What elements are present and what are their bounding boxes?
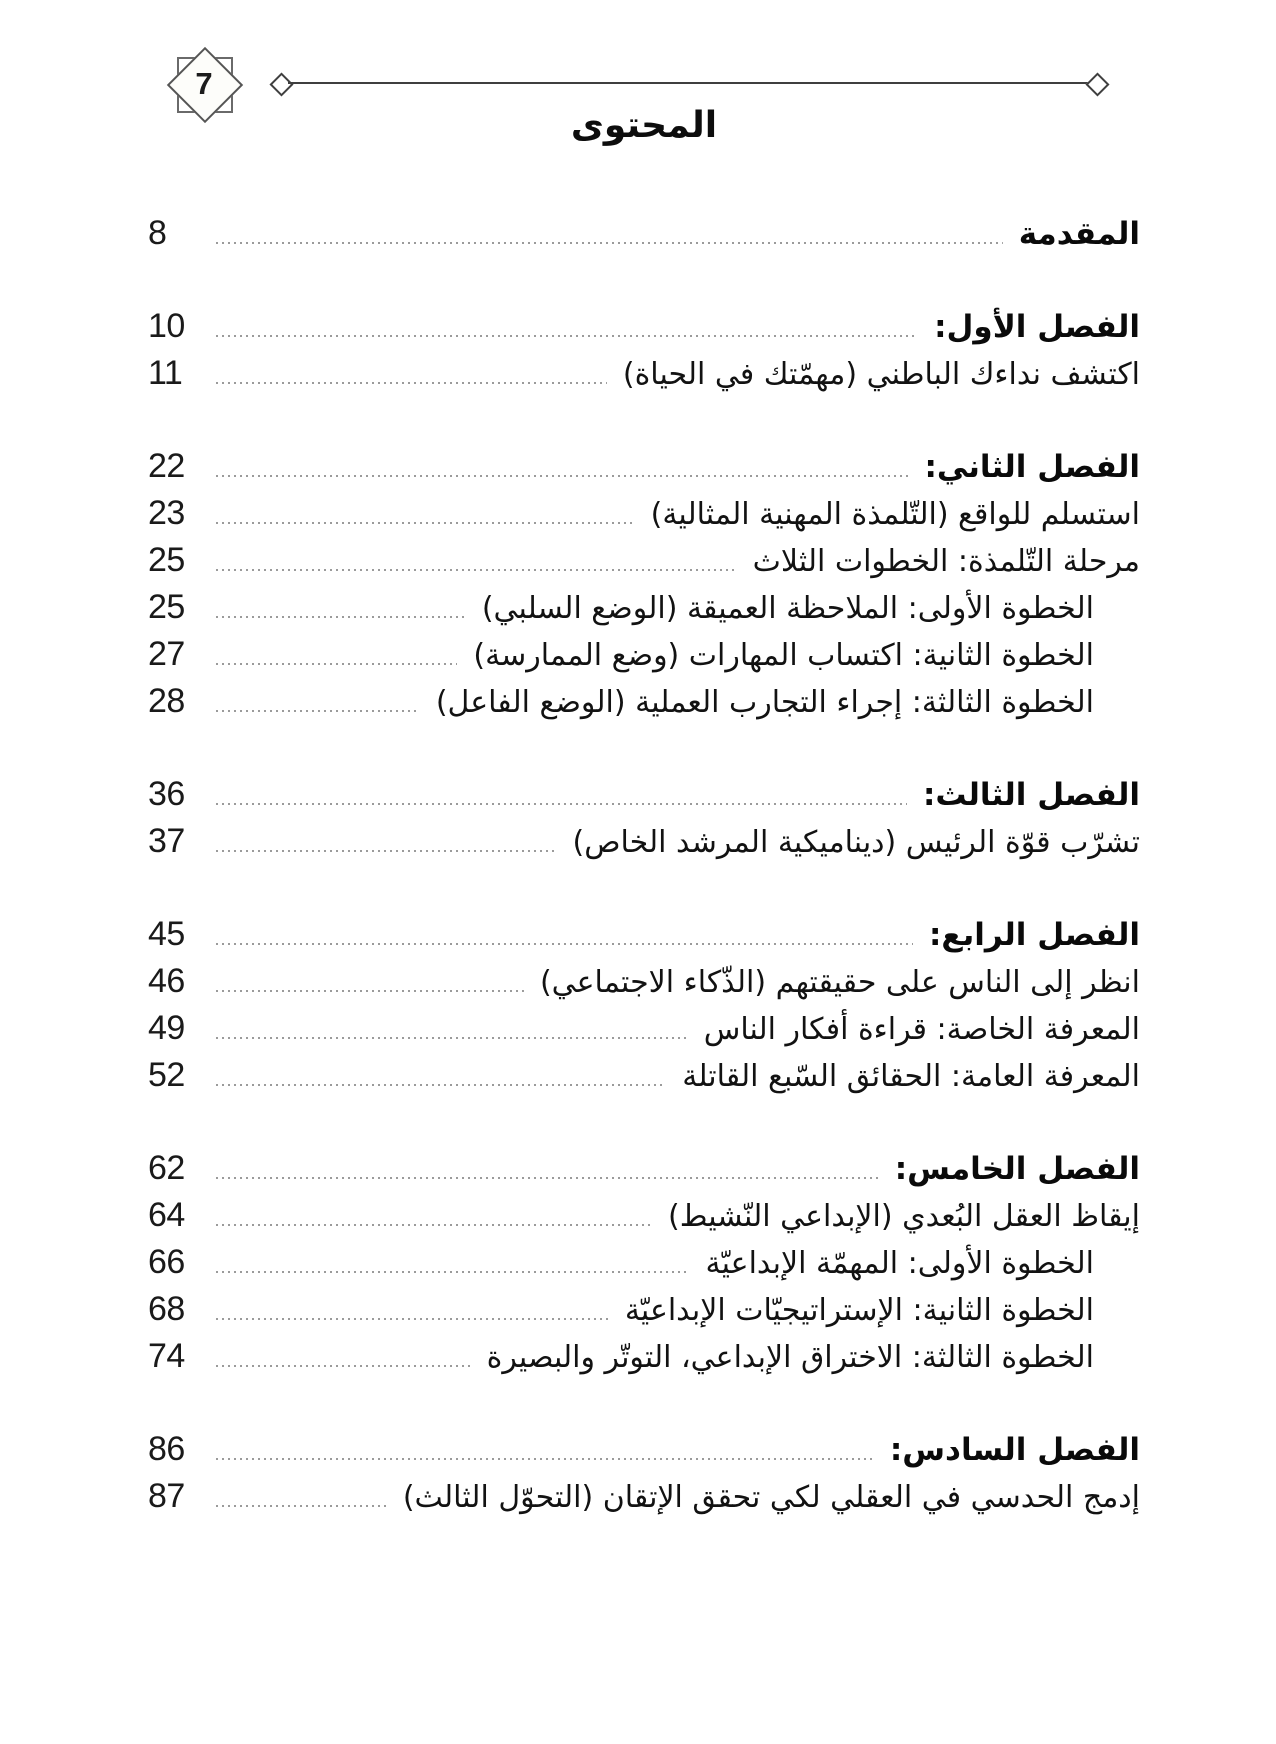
- rule-diamond-right-icon: [1085, 72, 1109, 96]
- toc-row: [148, 1337, 1140, 1384]
- toc-entry-label: الفصل الثاني:: [924, 449, 1140, 485]
- toc-entry-label: الخطوة الثالثة: إجراء التجارب العملية (الوضع الفاعل): [435, 685, 1094, 720]
- toc-leader-dots: [216, 1224, 652, 1226]
- toc-leader-dots: [216, 850, 557, 852]
- toc-entry-label: إيقاظ العقل البُعدي (الإبداعي النّشيط): [668, 1199, 1140, 1234]
- toc-row: [148, 1009, 1140, 1056]
- toc-entry-label: المعرفة العامة: الحقائق السّبع القاتلة: [682, 1059, 1140, 1094]
- rule-diamond-left-icon: [269, 72, 293, 96]
- toc-group: [148, 1149, 1140, 1384]
- toc-page-number: 11: [148, 354, 183, 392]
- toc-entry-label: الفصل السادس:: [889, 1432, 1140, 1468]
- toc-group: [148, 915, 1140, 1103]
- toc-leader-dots: [216, 1037, 688, 1039]
- toc-leader-dots: [216, 1458, 874, 1460]
- toc-page-number: 74: [148, 1337, 185, 1375]
- toc-entry-label: إدمج الحدسي في العقلي لكي تحقق الإتقان (التحوّل الثالث): [402, 1480, 1140, 1515]
- toc-page-number: 36: [148, 775, 185, 813]
- toc-entry-label: الفصل الثالث:: [923, 777, 1140, 813]
- toc-page-number: 28: [148, 682, 185, 720]
- toc-page-number: 46: [148, 962, 185, 1000]
- toc-leader-dots: [216, 710, 420, 712]
- toc-leader-dots: [216, 522, 635, 524]
- toc-row: [148, 1430, 1140, 1477]
- toc-leader-dots: [216, 990, 524, 992]
- toc-group: [148, 775, 1140, 869]
- toc-row: [148, 307, 1140, 354]
- toc-leader-dots: [216, 1365, 471, 1367]
- toc-leader-dots: [216, 1505, 387, 1507]
- toc-group: [148, 447, 1140, 729]
- toc-leader-dots: [216, 475, 908, 477]
- toc-page-number: 87: [148, 1477, 185, 1515]
- toc-row: [148, 1149, 1140, 1196]
- toc-row: [148, 494, 1140, 541]
- toc-row: [148, 214, 1140, 261]
- toc-leader-dots: [216, 803, 907, 805]
- toc-entry-label: المقدمة: [1018, 216, 1140, 252]
- toc-leader-dots: [216, 382, 607, 384]
- toc-leader-dots: [216, 1318, 609, 1320]
- toc-leader-dots: [216, 569, 737, 571]
- toc-page-number: 62: [148, 1149, 185, 1187]
- toc-entry-label: الفصل الرابع:: [929, 917, 1140, 953]
- toc-page-number: 22: [148, 447, 185, 485]
- toc-page-number: 37: [148, 822, 185, 860]
- toc-entry-label: الخطوة الأولى: المهمّة الإبداعيّة: [705, 1246, 1094, 1281]
- toc-entry-label: الفصل الأول:: [934, 309, 1140, 345]
- toc-row: [148, 682, 1140, 729]
- toc-entry-label: الخطوة الثالثة: الاختراق الإبداعي، التوتّر والبصيرة: [486, 1340, 1094, 1375]
- page-number: 7: [195, 66, 213, 101]
- toc-row: [148, 1196, 1140, 1243]
- toc-row: [148, 915, 1140, 962]
- toc-page-number: 10: [148, 307, 185, 345]
- toc-leader-dots: [216, 663, 457, 665]
- toc-leader-dots: [216, 335, 918, 337]
- toc-entry-label: الخطوة الأولى: الملاحظة العميقة (الوضع السلبي): [481, 591, 1094, 626]
- toc-entry-label: انظر إلى الناس على حقيقتهم (الذّكاء الاجتماعي): [539, 965, 1140, 1000]
- toc-page-number: 52: [148, 1056, 185, 1094]
- toc-row: [148, 635, 1140, 682]
- toc-page-number: 45: [148, 915, 185, 953]
- toc-row: [148, 775, 1140, 822]
- toc-entry-label: المعرفة الخاصة: قراءة أفكار الناس: [703, 1012, 1140, 1047]
- toc-row: [148, 822, 1140, 869]
- toc-row: [148, 962, 1140, 1009]
- toc-leader-dots: [216, 1271, 690, 1273]
- toc-page-number: 49: [148, 1009, 185, 1047]
- toc-page-number: 25: [148, 541, 185, 579]
- toc-entry-label: الفصل الخامس:: [894, 1151, 1140, 1187]
- toc-leader-dots: [216, 1177, 879, 1179]
- toc-row: [148, 588, 1140, 635]
- toc-leader-dots: [216, 943, 913, 945]
- toc-page-number: 68: [148, 1290, 185, 1328]
- toc-row: [148, 541, 1140, 588]
- toc: [148, 214, 1140, 1570]
- toc-row: [148, 1477, 1140, 1524]
- page-title: المحتوى: [570, 105, 718, 146]
- toc-group: [148, 214, 1140, 261]
- toc-group: [148, 307, 1140, 401]
- toc-row: [148, 1243, 1140, 1290]
- toc-page-number: 27: [148, 635, 185, 673]
- toc-row: [148, 354, 1140, 401]
- toc-page-number: 64: [148, 1196, 185, 1234]
- toc-entry-label: الخطوة الثانية: الإستراتيجيّات الإبداعيّة: [624, 1293, 1094, 1328]
- toc-entry-label: استسلم للواقع (التّلمذة المهنية المثالية): [650, 497, 1140, 532]
- header-rule: [288, 82, 1088, 84]
- toc-leader-dots: [216, 616, 466, 618]
- toc-row: [148, 1056, 1140, 1103]
- toc-row: [148, 447, 1140, 494]
- toc-page-number: 23: [148, 494, 185, 532]
- toc-leader-dots: [216, 242, 1003, 244]
- toc-page-number: 86: [148, 1430, 185, 1468]
- toc-group: [148, 1430, 1140, 1524]
- toc-leader-dots: [216, 1084, 666, 1086]
- toc-entry-label: مرحلة التّلمذة: الخطوات الثلاث: [752, 544, 1140, 579]
- toc-row: [148, 1290, 1140, 1337]
- toc-entry-label: تشرّب قوّة الرئيس (ديناميكية المرشد الخاص): [572, 825, 1140, 860]
- toc-page-number: 8: [148, 214, 167, 252]
- toc-entry-label: الخطوة الثانية: اكتساب المهارات (وضع الممارسة): [473, 638, 1094, 673]
- toc-page-number: 66: [148, 1243, 185, 1281]
- toc-page-number: 25: [148, 588, 185, 626]
- toc-entry-label: اكتشف نداءك الباطني (مهمّتك في الحياة): [622, 357, 1140, 392]
